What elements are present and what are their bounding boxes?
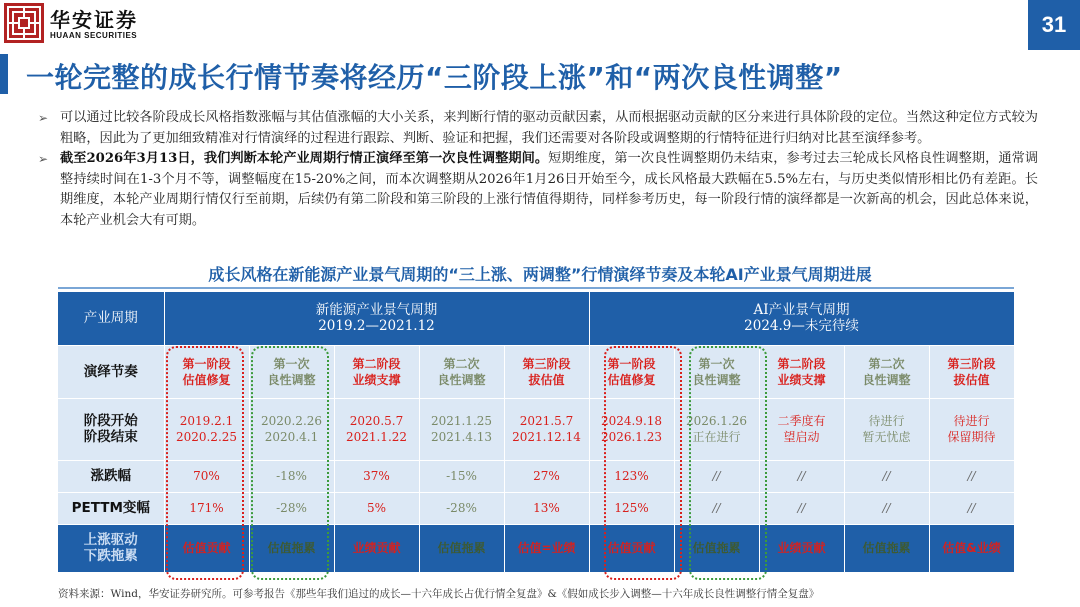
cell-text: 2020.5.7 — [349, 414, 404, 428]
cell-text: -28% — [276, 501, 307, 515]
cell-text: 第一次 — [273, 356, 310, 371]
cell-text: 估值拖累 — [267, 541, 316, 555]
table-cell — [589, 398, 674, 460]
table-cell — [759, 524, 844, 572]
cell-text: 第一阶段 — [182, 356, 231, 371]
bullet-bold-text: 截至2026年3月13日，我们判断本轮产业周期行情正演绎至第一次良性调整期间。 — [60, 151, 549, 166]
table-cell — [589, 524, 674, 572]
cell-text: 2021.4.13 — [430, 430, 493, 444]
cell-text: 估值拖累 — [437, 541, 486, 555]
brand-name-en: HUAAN SECURITIES — [50, 31, 138, 40]
table-cell — [164, 492, 249, 524]
table-cell — [589, 345, 674, 398]
cell-text: 2026.1.23 — [600, 430, 663, 444]
group-header-period: 2019.2—2021.12 — [318, 318, 435, 335]
table-corner-header: 产业周期 — [58, 292, 164, 345]
title-accent-bar — [0, 54, 8, 94]
cell-text: 估值=业绩 — [517, 541, 576, 555]
table-cell — [164, 524, 249, 572]
cell-text: // — [882, 469, 891, 483]
cell-text: // — [882, 501, 891, 515]
table-cell — [419, 524, 504, 572]
cycle-comparison-table — [58, 292, 1015, 573]
group-header-title: 新能源产业景气周期 — [315, 302, 438, 319]
cell-text: 待进行 — [953, 414, 990, 428]
table-cell — [589, 460, 674, 492]
group-header-title: AI产业景气周期 — [753, 302, 850, 319]
cell-text: 估值贡献 — [607, 541, 656, 555]
table-cell — [674, 524, 759, 572]
cell-text: 暂无忧虑 — [862, 430, 911, 444]
cell-text: 2024.9.18 — [600, 414, 663, 428]
table-cell — [419, 345, 504, 398]
cell-text: 171% — [189, 501, 224, 515]
table-cell — [929, 345, 1014, 398]
row-label-line: 演绎节奏 — [83, 363, 138, 380]
cell-text: 123% — [614, 469, 649, 483]
table-cell — [164, 398, 249, 460]
company-logo — [4, 3, 44, 43]
cell-text: -18% — [276, 469, 307, 483]
table-cell — [504, 345, 589, 398]
cell-text: 第二阶段 — [777, 356, 826, 371]
table-cell — [504, 524, 589, 572]
cell-text: -28% — [446, 501, 477, 515]
cell-text: 2026.1.26 — [685, 414, 748, 428]
table-cell — [419, 492, 504, 524]
bullet-text: 短期维度，第一次良性调整期仍未结束，参考过去三轮成长风格良性调整期，通常调整持续时间在1-3个月不等，调整幅度在15-20%之间，而本次调整期从2026年1月26日开始至今，成长风格最大跌幅在5.5%左右，与历史类似情形相比仍有差距。长期维度，本轮产业周期行情仅行至前期，后续仍有第二阶段和第三阶段的上涨行情值得期待，同样参考历史，每一阶段行情的演绎都是一次新高的机会，因此总体来说，本轮产业机会大有可期。 — [60, 151, 1039, 228]
cell-text: 5% — [366, 501, 387, 515]
table-cell — [504, 492, 589, 524]
bullet-text: 可以通过比较各阶段成长风格指数涨幅与其估值涨幅的大小关系，来判断行情的驱动贡献因素，从而根据驱动贡献的区分来进行具体阶段的定位。当然这种定位方式较为粗略，因此为了更加细致精准对行情演绎的过程进行跟踪、判断、验证和把握，我们还需要对各阶段或调整期的行情特征进行归纳对比甚至演绎参考。 — [60, 110, 1038, 146]
row-label-line: PETTM变幅 — [71, 500, 150, 516]
table-cell — [929, 492, 1014, 524]
cell-text: 待进行 — [868, 414, 905, 428]
table-cell — [844, 460, 929, 492]
table-cell — [674, 492, 759, 524]
group-header-nev — [164, 292, 589, 345]
cell-text: 第三阶段 — [947, 356, 996, 371]
cell-text: 第三阶段 — [522, 356, 571, 371]
cell-text: 37% — [363, 469, 390, 483]
cell-text: 二季度有 — [777, 414, 826, 428]
cell-text: // — [712, 501, 721, 515]
group-header-period: 2024.9—未完待续 — [744, 318, 859, 335]
table-cell — [589, 492, 674, 524]
cell-text: 2021.5.7 — [519, 414, 574, 428]
cell-text: 2021.1.25 — [430, 414, 493, 428]
cell-text: 27% — [533, 469, 560, 483]
table-cell — [419, 460, 504, 492]
page-title: 一轮完整的成长行情节奏将经历“三阶段上涨”和“两次良性调整” — [26, 61, 843, 94]
table-cell — [844, 345, 929, 398]
row-label-line: 下跌拖累 — [83, 548, 138, 564]
cell-text: 第二阶段 — [352, 356, 401, 371]
cell-text: 业绩支撑 — [352, 372, 401, 387]
cell-text: 估值修复 — [182, 372, 231, 387]
cell-text: // — [797, 469, 806, 483]
row-label — [58, 345, 164, 398]
cell-text: 良性调整 — [692, 372, 741, 387]
cell-text: 保留期待 — [947, 430, 996, 444]
cell-text: 13% — [533, 501, 560, 515]
table-row — [58, 492, 1014, 524]
cell-text: 估值修复 — [607, 372, 656, 387]
table-header-row — [58, 292, 1014, 345]
cell-text: 2020.2.25 — [175, 430, 238, 444]
table-row — [58, 345, 1014, 398]
row-label — [58, 398, 164, 460]
table-cell — [334, 345, 419, 398]
cell-text: 2021.12.14 — [512, 430, 581, 444]
table-cell — [759, 398, 844, 460]
cell-text: 70% — [193, 469, 220, 483]
cell-text: 估值拖累 — [862, 541, 911, 555]
table-cell — [674, 345, 759, 398]
table-cell — [844, 398, 929, 460]
cell-text: 良性调整 — [437, 372, 486, 387]
table-cell — [249, 345, 334, 398]
cell-text: // — [712, 469, 721, 483]
table-cell — [249, 398, 334, 460]
row-label-line: 阶段结束 — [83, 429, 138, 445]
cell-text: 第二次 — [443, 356, 480, 371]
table-cell — [419, 398, 504, 460]
table-title-divider — [58, 287, 1014, 289]
cell-text: -15% — [446, 469, 477, 483]
cell-text: 125% — [614, 501, 649, 515]
cell-text: 良性调整 — [267, 372, 316, 387]
table-cell — [504, 398, 589, 460]
cell-text: // — [967, 501, 976, 515]
arrow-bullet-icon: ➢ — [38, 152, 49, 166]
cell-text: 估值拖累 — [692, 541, 741, 555]
cell-text: // — [797, 501, 806, 515]
table-title: 成长风格在新能源产业景气周期的“三上涨、两调整”行情演绎节奏及本轮AI产业景气周期进展 — [208, 265, 872, 284]
cell-text: 2021.1.22 — [345, 430, 408, 444]
table-cell — [164, 460, 249, 492]
arrow-bullet-icon: ➢ — [38, 111, 49, 125]
bullet-item — [38, 108, 1038, 149]
table-cell — [334, 524, 419, 572]
cell-text: 2020.4.1 — [264, 430, 319, 444]
table-cell — [249, 460, 334, 492]
table-cell — [759, 345, 844, 398]
row-label — [58, 492, 164, 524]
cell-text: 2019.2.1 — [179, 414, 234, 428]
table-cell — [334, 398, 419, 460]
table-cell — [249, 492, 334, 524]
row-label-line: 阶段开始 — [83, 413, 138, 429]
cell-text: 估值贡献 — [182, 541, 231, 555]
cell-text: 良性调整 — [862, 372, 911, 387]
bullet-list — [38, 108, 1038, 231]
table-row — [58, 398, 1014, 460]
table-cell — [674, 398, 759, 460]
table-cell — [164, 345, 249, 398]
bullet-item — [38, 149, 1038, 231]
table-cell — [929, 398, 1014, 460]
cell-text: 第一次 — [698, 356, 735, 371]
table-cell — [929, 460, 1014, 492]
row-label-line: 涨跌幅 — [90, 468, 131, 484]
table-row — [58, 460, 1014, 492]
cell-text: // — [967, 469, 976, 483]
cell-text: 第二次 — [868, 356, 905, 371]
cell-text: 业绩贡献 — [777, 541, 826, 555]
table-cell — [844, 524, 929, 572]
cell-text: 2020.2.26 — [260, 414, 323, 428]
table-cell — [334, 460, 419, 492]
cell-text: 正在进行 — [692, 430, 741, 444]
table-cell — [929, 524, 1014, 572]
cell-text: 业绩贡献 — [352, 541, 401, 555]
table-cell — [674, 460, 759, 492]
group-header-ai — [589, 292, 1014, 345]
brand-name-cn: 华安证券 — [50, 8, 138, 32]
cell-text: 业绩支撑 — [777, 372, 826, 387]
row-label — [58, 524, 164, 572]
table-cell — [844, 492, 929, 524]
cell-text: 估值&业绩 — [942, 541, 1001, 555]
table-cell — [334, 492, 419, 524]
cell-text: 第一阶段 — [607, 356, 656, 371]
table-cell — [249, 524, 334, 572]
table-cell — [504, 460, 589, 492]
table-cell — [759, 460, 844, 492]
row-label-line: 上涨驱动 — [83, 532, 138, 548]
page-number: 31 — [1028, 0, 1080, 50]
source-note: 资料来源：Wind，华安证券研究所。可参考报告《那些年我们追过的成长—十六年成长占优行情全复盘》&《假如成长步入调整—十六年成长良性调整行情全复盘》 — [58, 588, 820, 600]
cell-text: 拔估值 — [953, 372, 990, 387]
table-row — [58, 524, 1014, 572]
row-label — [58, 460, 164, 492]
cell-text: 拔估值 — [528, 372, 565, 387]
table-cell — [759, 492, 844, 524]
cell-text: 望启动 — [783, 430, 820, 444]
